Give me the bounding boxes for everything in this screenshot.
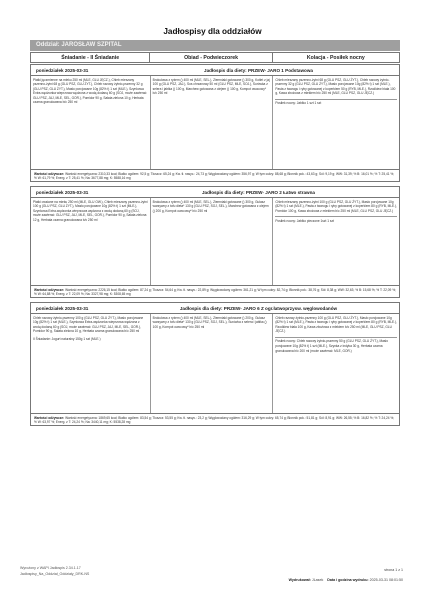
nutrition-summary xyxy=(31,285,399,298)
section-diet-title: Jadłospis dla diety: PRZEW- JARO 6 Z ogr.łatwoprzysw. węglowodanów xyxy=(179,306,338,311)
section-body xyxy=(31,76,399,169)
printed-by-value: JLasek xyxy=(311,578,324,582)
print-info xyxy=(289,578,403,582)
column-header-dinner: Kolacja - Posiłek nocny xyxy=(306,55,365,61)
lunch-cell xyxy=(151,198,274,285)
department-header: Oddział: JAROSŁAW SZPITAL xyxy=(30,40,400,51)
page-footer-info xyxy=(20,566,89,577)
night-snack: Posiłek nocny: Jabłko 1 szt 1 szt xyxy=(275,99,397,106)
night-snack: Posiłek nocny: Jabłko pieczone 1szt 1 szt xyxy=(275,216,397,223)
print-date-label: Data i godzina wydruku: xyxy=(327,578,369,582)
column-header-lunch: Obiad - Podwieczorek xyxy=(150,53,272,62)
dinner-cell xyxy=(273,198,399,285)
section-date: poniedziałek 2025-03-31 xyxy=(36,306,89,311)
dinner-cell xyxy=(273,314,399,413)
dinner-text: Chleb razowy żytnio-pszenny 100 g (GLU PSZ, GLU ŻYT.), Masło porcjowane 10g (82% t) 1 szt (MLE.), Pasta z twarogu i ryby gotowanej z koperkiem 80 g (RYB, MLE.), Rzodkiew biała 100 g, Kawa zbożowa z mlekiem b/c 250 ml (MLE, GLU PSZ, GLU JĘCZ.) xyxy=(275,315,397,334)
section-body xyxy=(31,314,399,413)
column-headers xyxy=(30,52,400,63)
breakfast-text: Płatki jęczmienne na mleku 250 ml (MLE, GLU JĘCZ.), Chleb mieszany pszenno-żytni 68 g (GLU PSZ, GLU ŻYT.), Chleb razowy żytnio-pszenny 32 g (GLU PSZ, GLU ŻYT.), Masło porcjowane 10g (82% t) 1 szt (MLE.), Szynkowa Extra-wędzonka wieprzowa wędzona z wodą dodaną 60 g (SOJ, może zawierać: GLU PSZ, JAJ, MLE, SEL, GOR.), Pomidor 90 g, Sałata zielona 10 g, Herbata czarna granulowana b/c 250 ml xyxy=(33,77,148,105)
section-diet-title: Jadłospis dla diety: PRZEW- JARO 1 Podstawowa xyxy=(204,68,313,73)
dinner-text: Chleb mieszany pszenno-żytni 100 g (GLU PSZ, GLU ŻYT.), Masło porcjowane 10g (82% t) 1 szt (MLE.), Pasta z twarogu i ryby gotowanej z koperkiem 80 g (RYB, MLE.), Pomidor 100 g, Kawa zbożowa z mlekiem b/c 250 ml (MLE, GLU PSZ, GLU JĘCZ.) xyxy=(275,199,397,213)
nutrition-label: Wartości odżywcze: xyxy=(34,415,65,420)
section-body xyxy=(31,198,399,285)
breakfast-cell xyxy=(31,76,151,169)
file-name: Jadłospisy_Na_Oddział_Oddziały_DRK-NS xyxy=(20,571,90,576)
diet-section-2 xyxy=(30,186,400,298)
breakfast-text: Chleb razowy żytnio-pszenny 100 g (GLU PSZ, GLU ŻYT.), Masło porcjowane 10g (82% t) 1 szt (MLE.), Szynkowa Extra-wędzonka wieprzowa wędzona z wodą dodaną 60 g (SOJ, może zawierać: GLU PSZ, JAJ, MLE, SEL, GOR.), Pomidor 90 g, Sałata zielona 10 g, Herbata czarna granulowana b/c 250 ml xyxy=(33,315,144,334)
nutrition-values: Wartość energetyczna: 2310,33 kcal; Białko ogółem: 92,5 g; Tłuszcz: 65,24 g; Kw. tł. nasyc.: 24,73 g; Węglowodany ogółem: 356,97 g; W tym cukry: 88,68 g; Błonnik pok.: 43,63 g; Sól: 9,19 g; WW: 31,39; % B: 16,01 %; % T: 25,41 %; % W: 61,79 %; Energ. z T: 25,41 %; Na: 3677,88 mg; K: 5588,16 mg xyxy=(34,171,395,180)
section-header xyxy=(31,187,399,198)
section-header xyxy=(31,65,399,76)
night-snack: Posiłek nocny: Chleb razowy żytnio-pszenny 50 g (GLU PSZ, GLU ŻYT.), Masło porcjowane 10g (82% t) 1 szt (MLE.), Szynka z indyka 30 g, Herbata czarna granulowana b/c 200 ml (może zawierać: MLE, GOR.) xyxy=(275,337,397,353)
second-breakfast: II Śniadanie: Jogurt naturalny 150g 1 szt (MLE.) xyxy=(33,336,101,341)
diet-section-1 xyxy=(30,64,400,182)
printed-by-label: Wydrukował: xyxy=(288,578,311,582)
lunch-cell xyxy=(151,76,274,169)
nutrition-summary xyxy=(31,413,399,426)
section-diet-title: Jadłospis dla diety: PRZEW- JARO 2 Łatwo strawna xyxy=(202,190,315,195)
breakfast-cell xyxy=(31,314,151,413)
column-header-breakfast: Śniadanie - II Śniadanie xyxy=(31,53,150,62)
dinner-cell xyxy=(273,76,399,169)
dinner-text: Chleb mieszany pszenno-żytni 68 g (GLU PSZ, GLU ŻYT.), Chleb razowy żytnio-pszenny 32 g (GLU PSZ, GLU ŻYT.), Masło porcjowane 10g (82% t) 1 szt (MLE.), Pasta z twarogu i ryby gotowanej z koperkiem 50 g (RYB, MLE.), Rzodkiew biała 100 g, Kawa zbożowa z mlekiem b/c 250 ml (MLE, GLU PSZ, GLU JĘCZ.) xyxy=(275,77,396,96)
lunch-text: Brokułowa z ryżem () 400 ml (MLE, SEL.), Ziemniaki gotowane () 300 g, Kotlet z jaj 100 g (GLU PSZ, JAJ.), Sos chrzanowy 50 ml (GLU PSZ, MLE, SOJ.), Surówka z selera i jabłka () 100 g, Marchew gotowana z olejem () 100 g, Kompot owocowy* b/c 250 ml xyxy=(152,77,270,96)
page-number: strona 1 z 1 xyxy=(384,568,403,572)
generator-info: Wyrożony z WAPI Jadłospis 2.34.1.17 xyxy=(20,566,81,570)
section-date: poniedziałek 2025-03-31 xyxy=(36,68,89,73)
nutrition-summary xyxy=(31,169,399,182)
breakfast-cell xyxy=(31,198,151,285)
document-title: Jadłospisy dla oddziałów xyxy=(163,27,262,36)
section-header xyxy=(31,303,399,314)
nutrition-label: Wartości odżywcze: xyxy=(34,171,65,176)
breakfast-text: Płatki owsiane na mleku 250 ml (MLE, GLU OW.), Chleb mieszany pszenno-żytni 100 g (GLU PSZ, GLU ŻYT.), Masło porcjowane 10g (82% t) 1 szt (MLE.), Szynkowa Extra-wędzonka wieprzowa wędzona z wodą dodaną 60 g (SOJ, może zawierać: GLU PSZ, JAJ, MLE, SEL, GOR.), Pomidor 90 g, Sałata zielona 12 g, Herbata czarna granulowana b/c 250 ml xyxy=(33,199,148,222)
section-date: poniedziałek 2025-03-31 xyxy=(36,190,89,195)
lunch-cell xyxy=(151,314,274,413)
nutrition-values: Wartość energetyczna: 2226,15 kcal; Białko ogółem: 87,24 g; Tłuszcz: 54,64 g; Kw. tł. nasyc.: 22,89 g; Węglowodany ogółem: 361,21 g; W tym cukry: 82,74 g; Błonnik pok.: 38,76 g; Sól: 8,38 g; WW: 32,63; % B: 15,68 %; % T: 22,09 %; % W: 64,88 %; Energ. z T: 22,09 %; Na: 3327,98 mg; K: 5308,65 mg xyxy=(34,287,396,296)
print-date-value: 2025-03-31 08:01:50 xyxy=(369,578,403,582)
nutrition-values: Wartość energetyczna: 1869,65 kcal; Białko ogółem: 83,54 g; Tłuszcz: 53,55 g; Kw. tł. nasyc.: 23,2 g; Węglowodany ogółem: 316,29 g; W tym cukry: 65,74 g; Błonnik pok.: 51,81 g; Sól: 8,91 g; WW: 26,55; % B: 16,82 %; % T: 24,24 %; % W: 63,97 %; Energ. z T: 24,24 %; Na: 3440,11 mg; K: 5538,28 mg xyxy=(34,415,395,424)
diet-section-3 xyxy=(30,302,400,426)
lunch-text: Brokułowa z ryżem () 400 ml (MLE, SEL.), Ziemniaki gotowane () 300 g, Gulasz warzywny z tofu dieta* 130 g (GLU PSZ, SOJ, SEL.), Marchew gotowana z olejem () 200 g, Kompot owocowy* b/c 250 ml xyxy=(152,199,269,213)
lunch-text: Brokułowa z ryżem () 400 ml (MLE, SEL.), Ziemniaki gotowane () 200 g, Gulasz warzywny z tofu dieta* 130 g (GLU PSZ, SOJ, SEL.), Surówka z selera i jabłka () 100 g, Kompot owocowy* b/c 250 ml xyxy=(152,315,267,329)
nutrition-label: Wartości odżywcze: xyxy=(34,287,65,292)
